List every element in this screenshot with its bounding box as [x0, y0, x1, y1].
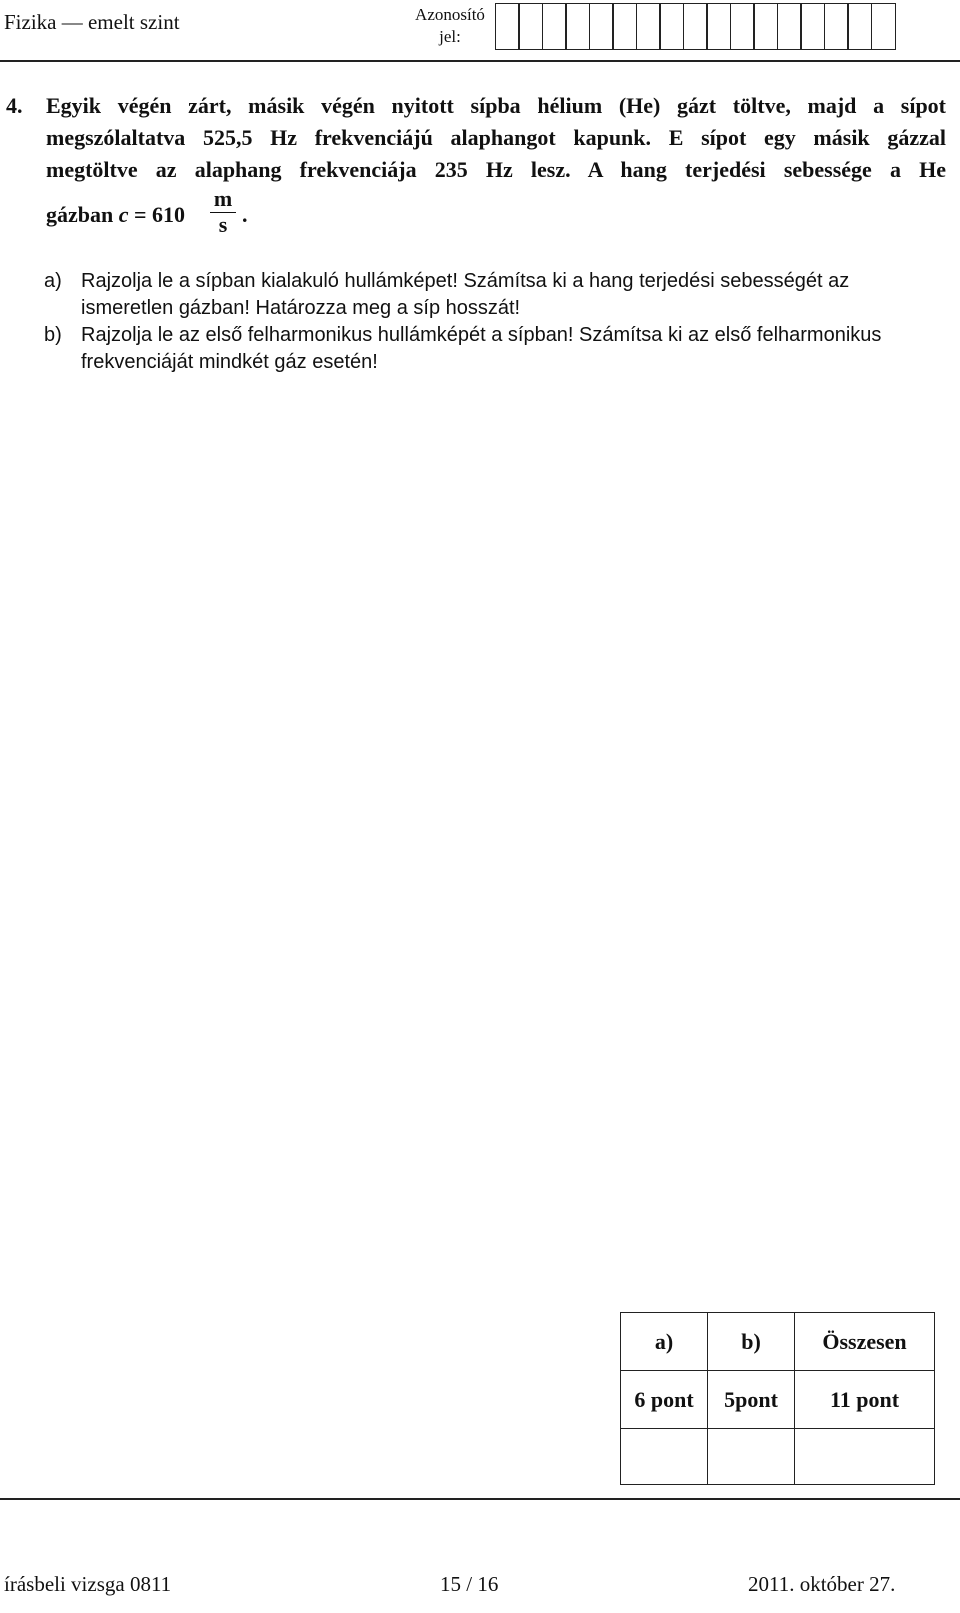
problem-body: [46, 90, 946, 186]
id-box[interactable]: [706, 3, 731, 50]
problem-number: 4.: [6, 93, 23, 118]
id-box[interactable]: [589, 3, 614, 50]
id-box[interactable]: [800, 3, 825, 50]
id-box[interactable]: [753, 3, 778, 50]
footer-page-number: 15 / 16: [440, 1572, 499, 1596]
subquestion-b: [44, 322, 934, 376]
score-points-b: 5pont: [708, 1371, 795, 1429]
subquestions: [44, 268, 934, 376]
id-box[interactable]: [636, 3, 661, 50]
id-label: [410, 4, 490, 48]
id-box[interactable]: [495, 3, 520, 50]
unit-fraction: [208, 188, 238, 237]
formula-variable: c: [118, 202, 129, 227]
score-header-a: a): [621, 1313, 708, 1371]
subquestion-text: Rajzolja le a sípban kialakuló hullámképet! Számítsa ki a hang terjedési sebességét az ismeretlen gázban! Határozza meg a síp hosszát!: [81, 270, 850, 319]
id-label-line1: Azonosító: [415, 5, 485, 24]
formula-value: = 610: [134, 202, 186, 227]
score-entry-a[interactable]: [621, 1429, 708, 1485]
id-box[interactable]: [659, 3, 684, 50]
id-boxes: [496, 3, 896, 50]
footer-date: 2011. október 27.: [748, 1572, 896, 1596]
id-box[interactable]: [824, 3, 849, 50]
score-table: [620, 1312, 935, 1485]
score-points-a: 6 pont: [621, 1371, 708, 1429]
score-header-total: Összesen: [795, 1313, 935, 1371]
subquestion-a: [44, 268, 934, 322]
problem-statement: [6, 90, 946, 186]
unit-denominator: s: [218, 212, 228, 237]
problem-line-3: megtöltve az alaphang frekvenciája 235 Hz lesz. A hang terjedési sebessége a He: [46, 157, 946, 182]
id-box[interactable]: [847, 3, 872, 50]
score-entry-row: [621, 1429, 935, 1485]
footer-exam-code: írásbeli vizsga 0811: [4, 1572, 172, 1596]
id-box[interactable]: [612, 3, 637, 50]
footer-rule: [0, 1498, 960, 1500]
unit-numerator: m: [213, 186, 233, 211]
subquestion-label: a): [44, 270, 62, 292]
id-box[interactable]: [871, 3, 896, 50]
score-header-b: b): [708, 1313, 795, 1371]
id-label-line2: jel:: [439, 27, 461, 46]
problem-line-1: Egyik végén zárt, másik végén nyitott sípba hélium (He) gázt töltve, majd a sípot: [46, 93, 946, 118]
id-box[interactable]: [683, 3, 708, 50]
header-subject: Fizika — emelt szint: [4, 10, 180, 34]
score-entry-total[interactable]: [795, 1429, 935, 1485]
score-entry-b[interactable]: [708, 1429, 795, 1485]
formula-lead: gázban: [46, 202, 114, 227]
score-points-row: [621, 1371, 935, 1429]
id-box[interactable]: [542, 3, 567, 50]
subquestion-text: Rajzolja le az első felharmonikus hullámképét a sípban! Számítsa ki az első felharmonikus frekvenciáját mindkét gáz esetén!: [81, 324, 882, 373]
id-box[interactable]: [730, 3, 755, 50]
id-box[interactable]: [518, 3, 543, 50]
problem-line-2: megszólaltatva 525,5 Hz frekvenciájú alaphangot kapunk. E sípot egy másik gázzal: [46, 125, 946, 150]
id-box[interactable]: [565, 3, 590, 50]
subquestion-label: b): [44, 324, 62, 346]
id-box[interactable]: [777, 3, 802, 50]
formula-end: .: [242, 202, 248, 227]
score-header-row: [621, 1313, 935, 1371]
header-rule: [0, 60, 960, 62]
score-points-total: 11 pont: [795, 1371, 935, 1429]
